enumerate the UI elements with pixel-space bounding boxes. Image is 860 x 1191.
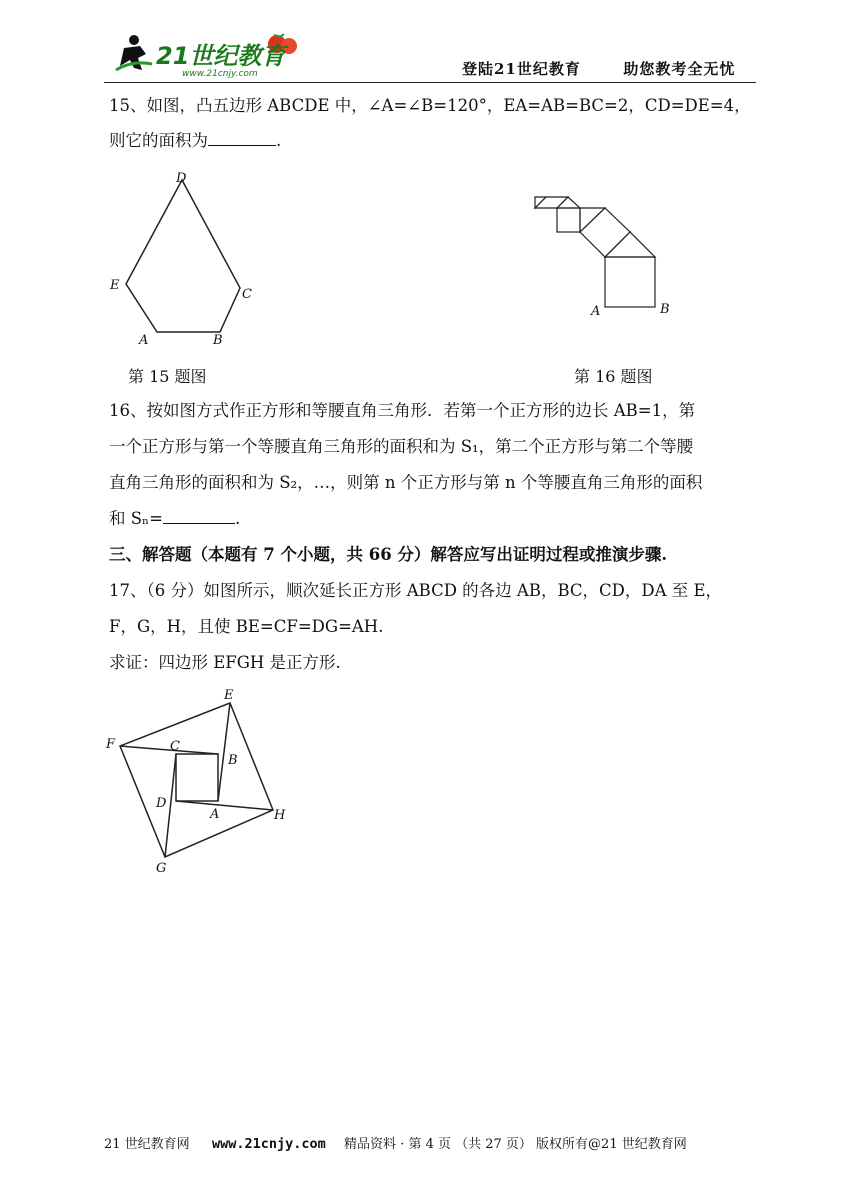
q17-label-D: D <box>156 796 167 811</box>
segment-CG <box>165 754 176 857</box>
q15-caption: 第 15 题图 <box>128 367 207 386</box>
q15-line2 <box>109 128 281 154</box>
q16-squares-figure <box>525 188 685 323</box>
header-slogan-part1: 登陆21世纪教育 <box>462 60 581 78</box>
square-1 <box>605 257 655 307</box>
q17-line3: 求证：四边形 EFGH 是正方形. <box>109 653 341 672</box>
header-slogan-part2: 助您教考全无忧 <box>623 60 736 78</box>
page-footer <box>104 1133 687 1152</box>
q17-label-G: G <box>156 861 167 876</box>
q15-label-C: C <box>242 287 252 302</box>
q16-label-B: B <box>660 302 670 317</box>
q15-line2-prefix: 则它的面积为 <box>109 131 208 150</box>
q17-line1: 17、（6 分）如图所示，顺次延长正方形 ABCD 的各边 AB，BC，CD，DA 至 E， <box>109 581 723 600</box>
q17-label-A: A <box>210 807 220 822</box>
footer-site: 21 世纪教育网 <box>104 1137 190 1152</box>
segment-BF <box>120 746 218 754</box>
q16-line3: 直角三角形的面积和为 S₂，…，则第 n 个正方形与第 n 个等腰直角三角形的面积 <box>109 473 703 492</box>
q16-line4-suffix: . <box>235 509 241 528</box>
q16-line2: 一个正方形与第一个等腰直角三角形的面积和为 S₁，第二个正方形与第二个等腰 <box>109 437 694 456</box>
q16-line4-prefix: 和 Sₙ= <box>109 509 164 528</box>
square-EFGH <box>120 703 273 857</box>
q16-line4 <box>109 506 240 532</box>
q16-line1: 16、按如图方式作正方形和等腰直角三角形．若第一个正方形的边长 AB=1，第 <box>109 401 696 420</box>
q15-label-E: E <box>110 278 120 293</box>
q17-square-figure <box>100 680 300 880</box>
footer-url: www.21cnjy.com <box>211 1136 326 1152</box>
q16-caption: 第 16 题图 <box>574 367 653 386</box>
pentagon-shape <box>126 180 240 332</box>
q17-label-C: C <box>170 739 180 754</box>
header-logo <box>112 30 312 80</box>
q15-label-D: D <box>176 171 187 186</box>
logo-graphic <box>112 30 312 80</box>
q17-label-H: H <box>274 808 286 823</box>
q15-pentagon-figure <box>100 160 270 350</box>
square-ABCD <box>176 754 218 801</box>
triangle-2 <box>580 208 605 232</box>
q17-line2: F，G，H，且使 BE=CF=DG=AH. <box>109 617 384 636</box>
q17-label-F: F <box>106 737 116 752</box>
q17-label-B: B <box>228 753 238 768</box>
segment-DH <box>176 801 273 810</box>
header-slogan <box>462 58 735 79</box>
triangle-1 <box>605 232 655 257</box>
footer-page-info: 精品资料 · 第 4 页 （共 27 页） 版权所有@21 世纪教育网 <box>344 1137 687 1152</box>
triangle-4 <box>535 197 546 208</box>
segment-AE <box>218 703 230 801</box>
logo-main-text: 21世纪教育 <box>156 42 286 70</box>
header-divider <box>104 82 756 83</box>
square-3 <box>557 208 580 232</box>
triangle-3 <box>557 197 580 208</box>
q16-label-A: A <box>591 304 601 319</box>
q17-label-E: E <box>224 688 234 703</box>
section3-title: 三、解答题（本题有 7 个小题，共 66 分）解答应写出证明过程或推演步骤. <box>109 545 668 564</box>
q15-answer-blank <box>208 129 276 146</box>
square-2 <box>580 208 630 257</box>
logo-url-text: www.21cnjy.com <box>182 69 258 79</box>
q15-label-B: B <box>213 333 223 348</box>
q15-line1: 15、如图，凸五边形 ABCDE 中，∠A=∠B=120°，EA=AB=BC=2，CD=DE=4， <box>109 96 751 115</box>
q16-answer-blank <box>163 507 235 524</box>
runner-icon <box>116 35 152 70</box>
q15-label-A: A <box>139 333 149 348</box>
q15-line2-suffix: . <box>276 131 282 150</box>
